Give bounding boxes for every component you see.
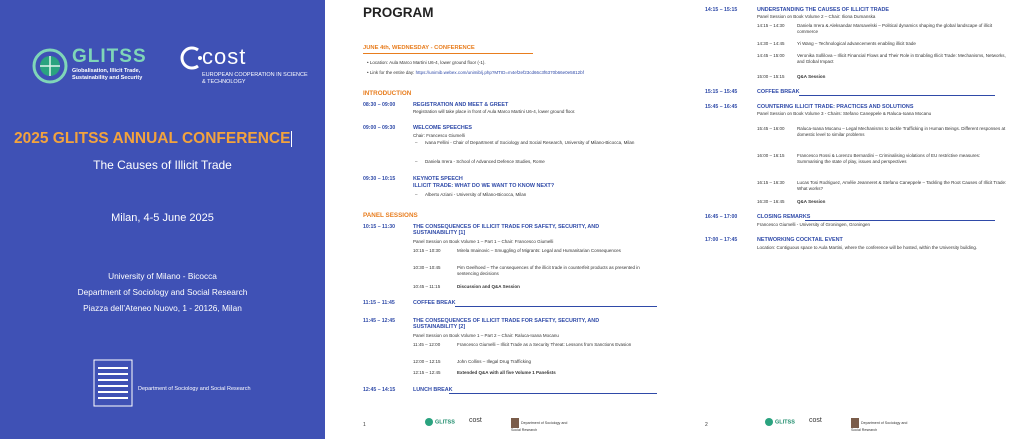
sub-time: 15:00 – 15:15 xyxy=(757,74,785,79)
talk-line: Lucas Tosi Rodriguez, Amélie Jeanneret & Stefano Caneppele – Tackling the Root Causes of Illicit Trade: What works? xyxy=(797,180,1007,191)
speaker-line: Alberto Aziani - University of Milano-Bicocca, Milan xyxy=(425,192,527,197)
talk-line: Extended Q&A with all five Volume 1 Panelists xyxy=(457,370,556,375)
speaker-line: Ivana Fellini - Chair of Department of Sociology and Social Research, University of Milano-Bicocca, Milan xyxy=(425,140,635,145)
page-number: 2 xyxy=(705,422,708,428)
session-text: Location: Contiguous space to Aula Martini, where the conference will be hosted, within the University building. xyxy=(757,245,978,250)
sub-time: 14:45 – 15:00 xyxy=(757,53,785,58)
bullet-dash: – xyxy=(415,192,418,197)
cost-tagline: EUROPEAN COOPERATION IN SCIENCE & TECHNOLOGY xyxy=(202,72,308,85)
link-line: • Link for the entire day: https://unimib.webex.com/unimib/j.php?MTID=m4ef2ef23cd66c3f6370b66e0e5812bf xyxy=(367,70,584,75)
footer-glitss-logo: GLITSS xyxy=(765,418,795,426)
sub-time: 16:30 – 16:45 xyxy=(757,199,785,204)
talk-line: Q&A Session xyxy=(797,199,826,204)
glitss-tagline: Globalisation, Illicit Trade, Sustainability and Security xyxy=(72,68,143,81)
divider xyxy=(799,95,995,96)
speaker-line: Francesco Giumelli - University of Groningen, Groningen xyxy=(757,222,871,227)
footer-logos xyxy=(765,418,915,432)
conference-title: 2025 GLITSS ANNUAL CONFERENCE xyxy=(14,130,291,147)
session-heading: COUNTERING ILLICIT TRADE: PRACTICES AND SOLUTIONS xyxy=(757,104,914,110)
time-slot: 09:30 – 10:15 xyxy=(363,176,396,182)
divider xyxy=(805,220,995,221)
program-page-1 xyxy=(325,0,685,439)
bullet-dash: – xyxy=(415,159,418,164)
sub-time: 14:15 – 14:30 xyxy=(757,23,785,28)
chair-line: Panel Session on Book Volume 2 – Chair: Iliona Dumanska xyxy=(757,14,876,19)
speaker-line: Daniela Irrera - School of Advanced Defence Studies, Rome xyxy=(425,159,545,164)
talk-line: Q&A Session xyxy=(797,74,826,79)
talk-line: Daniela Irrera & Aleksandar Marsavelski – Political dynamics shaping the global landscape of illicit commerce xyxy=(797,23,993,34)
bullet-dash: – xyxy=(415,140,418,145)
time-slot: 10:15 – 11:30 xyxy=(363,224,396,230)
session-text: Registration will take place in front of Aula Marco Martini U6-4, lower ground floor. xyxy=(413,109,576,114)
university-seal-icon xyxy=(511,418,519,428)
cost-mark-icon xyxy=(178,46,204,70)
webex-link[interactable]: https://unimib.webex.com/unimib/j.php?MTID=m4ef2ef23cd66c3f6370b66e0e5812bf xyxy=(415,70,584,75)
session-heading: COFFEE BREAK xyxy=(413,300,456,306)
unimib-department: Department of Sociology and Social Research xyxy=(138,386,251,392)
venue-address xyxy=(0,268,325,316)
session-heading: LUNCH BREAK xyxy=(413,387,453,393)
time-slot: 11:45 – 12:45 xyxy=(363,318,396,324)
globe-icon xyxy=(425,418,433,426)
talk-line: John Collins – Illegal Drug Trafficking xyxy=(457,359,531,364)
time-slot: 09:00 – 09:30 xyxy=(363,125,396,131)
section-panel-sessions: PANEL SESSIONS xyxy=(363,212,418,219)
footer-glitss-logo: GLITSS xyxy=(425,418,455,426)
chair-line: Chair: Francesco Giumelli xyxy=(413,133,465,138)
time-slot: 15:45 – 16:45 xyxy=(705,104,738,110)
unimib-logo xyxy=(92,358,252,410)
chair-line: Panel Session on Book Volume 3 - Chairs: Stefano Caneppele & Raluca-Ioana Mocanu xyxy=(757,111,932,116)
cover-panel xyxy=(0,0,325,439)
university-seal-icon xyxy=(92,358,134,408)
location-line: • Location: Aula Marco Martini U6-4, lower ground floor (-1). xyxy=(367,60,486,65)
session-heading: COFFEE BREAK xyxy=(757,89,800,95)
partner-logos xyxy=(30,44,310,96)
talk-line: Yi Wang – Technological advancements enabling illicit trade xyxy=(797,41,916,46)
talk-line: Francesco Rossi & Lorenzo Bernardini – Criminalising violations of EU restrictive measures: Summarising the state of play, issues and perspectives xyxy=(797,153,981,164)
talk-line: Francesco Giumelli – Illicit Trade as a Security Threat: Lessons from Sanctions Evasion xyxy=(457,342,632,347)
session-heading: ILLICIT TRADE: WHAT DO WE WANT TO KNOW NEXT? xyxy=(413,183,555,189)
globe-icon xyxy=(32,48,68,84)
talk-line: Raluca-Ioana Mocanu – Legal Mechanisms to tackle Trafficking in Human Beings. Different responses at domestic level to similar problems xyxy=(797,126,1006,137)
sub-time: 12:15 – 12:45 xyxy=(413,370,441,375)
talk-line: Mirela Imainovic – Smuggling of Migrants: Legal and Humanitarian Consequences xyxy=(457,248,621,253)
sub-time: 14:30 – 14:45 xyxy=(757,41,785,46)
text-cursor xyxy=(291,131,292,147)
divider xyxy=(449,393,657,394)
program-title: PROGRAM xyxy=(363,5,434,20)
talk-line: Discussion and Q&A Session xyxy=(457,284,520,289)
sub-time: 16:00 – 16:15 xyxy=(757,153,785,158)
time-slot: 12:45 – 14:15 xyxy=(363,387,396,393)
divider xyxy=(363,53,533,54)
section-introduction: INTRODUCTION xyxy=(363,90,412,97)
university-seal-icon xyxy=(851,418,859,428)
time-slot: 11:15 – 11:45 xyxy=(363,300,395,306)
sub-time: 11:45 – 12:00 xyxy=(413,342,441,347)
program-page-2 xyxy=(685,0,1024,439)
page-number: 1 xyxy=(363,422,366,428)
sub-time: 10:45 – 11:15 xyxy=(413,284,441,289)
address-line: Piazza dell’Ateneo Nuovo, 1 - 20126, Milan xyxy=(83,303,242,313)
conference-subtitle: The Causes of Illicit Trade xyxy=(93,158,232,172)
footer-unimib-logo: Department of Sociology and Social Research xyxy=(851,418,915,432)
session-heading: KEYNOTE SPEECH xyxy=(413,176,463,182)
session-heading: NETWORKING COCKTAIL EVENT xyxy=(757,237,843,243)
cost-logo xyxy=(178,44,308,96)
address-line: University of Milano - Bicocca xyxy=(108,271,217,281)
glitss-logo xyxy=(30,44,170,96)
footer-cost-logo: cost xyxy=(809,417,822,424)
chair-line: Panel Session on Book Volume 1 – Part 2 – Chair: Raluca-Ioana Mocanu xyxy=(413,333,559,338)
session-heading: THE CONSEQUENCES OF ILLICIT TRADE FOR SAFETY, SECURITY, AND SUSTAINABILITY [1] xyxy=(413,224,600,237)
sub-time: 12:00 – 12:15 xyxy=(413,359,441,364)
session-heading: REGISTRATION AND MEET & GREET xyxy=(413,102,509,108)
footer-cost-logo: cost xyxy=(469,417,482,424)
time-slot: 15:15 – 15:45 xyxy=(705,89,738,95)
talk-line: Veronika Sollilova – Illicit Financial Flows and Their Role in Enabling Illicit Trade: Mechanisms, Networks, and Global Impact xyxy=(797,53,1006,64)
sub-time: 10:15 – 10:30 xyxy=(413,248,441,253)
time-slot: 16:45 – 17:00 xyxy=(705,214,738,220)
cost-wordmark: cost xyxy=(202,44,247,69)
chair-line: Panel Session on Book Volume 1 – Part 1 – Chair: Francesco Giumelli xyxy=(413,239,554,244)
globe-icon xyxy=(765,418,773,426)
footer-unimib-logo: Department of Sociology and Social Research xyxy=(511,418,575,432)
time-slot: 08:30 – 09:00 xyxy=(363,102,396,108)
talk-line: Pim Geelhoed – The consequences of the illicit trade in counterfeit products as presented in sentencing decisions xyxy=(457,265,640,276)
divider xyxy=(455,306,657,307)
sub-time: 15:45 – 16:00 xyxy=(757,126,785,131)
session-heading: THE CONSEQUENCES OF ILLICIT TRADE FOR SAFETY, SECURITY, AND SUSTAINABILITY [2] xyxy=(413,318,600,331)
day-heading: JUNE 4th, WEDNESDAY - CONFERENCE xyxy=(363,45,475,51)
session-heading: UNDERSTANDING THE CAUSES OF ILLICIT TRADE xyxy=(757,7,889,13)
footer-logos xyxy=(425,418,575,432)
conference-date: Milan, 4-5 June 2025 xyxy=(111,212,214,224)
glitss-wordmark: GLITSS xyxy=(72,46,147,67)
time-slot: 14:15 – 15:15 xyxy=(705,7,738,13)
session-heading: WELCOME SPEECHES xyxy=(413,125,473,131)
sub-time: 16:15 – 16:30 xyxy=(757,180,785,185)
time-slot: 17:00 – 17:45 xyxy=(705,237,738,243)
session-heading: CLOSING REMARKS xyxy=(757,214,811,220)
sub-time: 10:30 – 10:45 xyxy=(413,265,441,270)
address-line: Department of Sociology and Social Research xyxy=(77,287,248,297)
